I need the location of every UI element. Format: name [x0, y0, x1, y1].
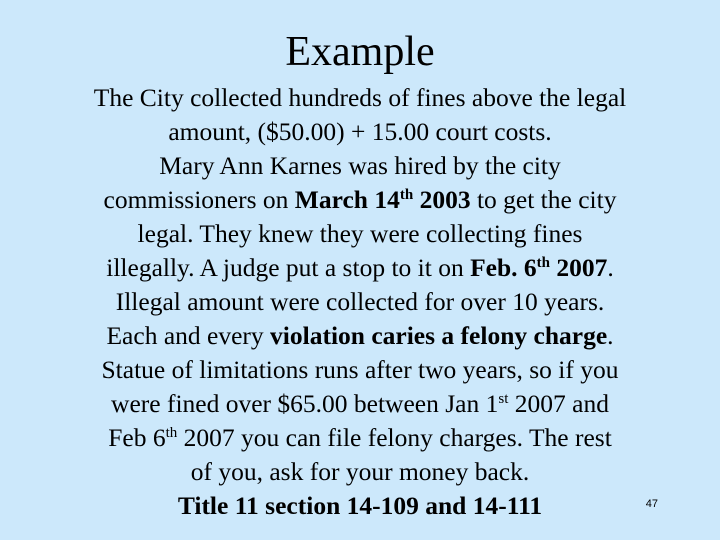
- legal-citation: Title 11 section 14-109 and 14-111: [177, 491, 543, 520]
- body-text: Feb 6: [108, 423, 166, 452]
- body-text: 2007 you can file felony charges. The rest: [177, 423, 612, 452]
- body-line: amount, ($50.00) + 15.00 court costs.: [168, 117, 552, 146]
- body-line: [30, 319, 690, 353]
- slide-number: 47: [645, 498, 658, 510]
- body-text: were fined over $65.00 between Jan 1: [111, 389, 499, 418]
- body-text: 2007 and: [508, 389, 609, 418]
- date-highlight: 2007: [550, 253, 608, 282]
- date-highlight: Feb. 6: [470, 253, 537, 282]
- body-line: [30, 251, 690, 285]
- date-highlight: March 14: [294, 185, 400, 214]
- body-line: [30, 183, 690, 217]
- body-text: commissioners on: [103, 185, 295, 214]
- body-text: Each and every: [106, 321, 271, 350]
- emphasis-text: violation caries a felony charge: [270, 321, 608, 350]
- body-line: [30, 421, 690, 455]
- slide-body: [30, 81, 690, 523]
- body-line: of you, ask for your money back.: [190, 457, 530, 486]
- ordinal-suffix: st: [498, 391, 509, 407]
- body-line: legal. They knew they were collecting fines: [137, 219, 583, 248]
- body-text: illegally. A judge put a stop to it on: [106, 253, 471, 282]
- body-line: The City collected hundreds of fines above the legal: [93, 83, 627, 112]
- slide-title: Example: [285, 29, 435, 75]
- body-line: Mary Ann Karnes was hired by the city: [159, 151, 561, 180]
- body-line: Illegal amount were collected for over 10 years.: [115, 287, 605, 316]
- body-text: .: [607, 321, 614, 350]
- body-text: .: [607, 253, 614, 282]
- ordinal-suffix: th: [165, 425, 178, 441]
- date-highlight: 2003: [413, 185, 471, 214]
- body-text: to get the city: [470, 185, 617, 214]
- ordinal-suffix: th: [399, 187, 414, 203]
- body-line: [30, 387, 690, 421]
- body-line: Statue of limitations runs after two years, so if you: [101, 355, 619, 384]
- ordinal-suffix: th: [536, 255, 550, 271]
